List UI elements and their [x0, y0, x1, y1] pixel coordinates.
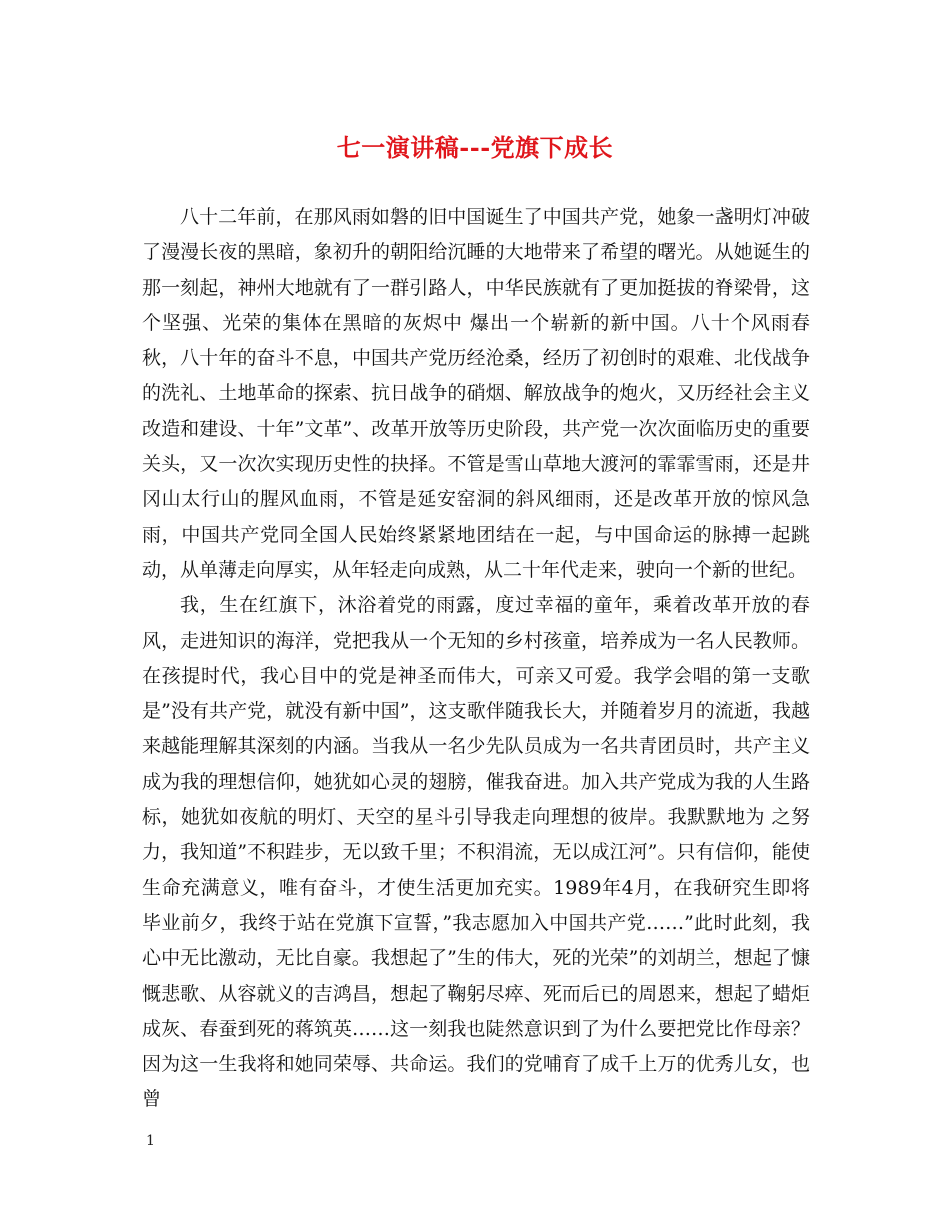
paragraph-2: 我，生在红旗下，沐浴着党的雨露，度过幸福的童年，乘着改革开放的春风，走进知识的海洋，党把我从一个无知的乡村孩童，培养成为一名人民教师。在孩提时代，我心目中的党是神圣而伟大，可亲又可爱。我学会唱的第一支歌是”没有共产党，就没有新中国”，这支歌伴随我长大，并随着岁月的流逝，我越来越能理解其深刻的内涵。当我从一名少先队员成为一名共青团员时，共产主义成为我的理想信仰，她犹如心灵的翅膀，催我奋进。加入共产党成为我的人生路标，她犹如夜航的明灯、天空的星斗引导我走向理想的彼岸。我默默地为 之努力，我知道”不积跬步，无以致千里；不积涓流，无以成江河”。只有信仰，能使生命充满意义，唯有奋斗，才使生活更加充实。1989年4月，在我研究生即将毕业前夕，我终于站在党旗下宣誓，”我志愿加入中国共产党……”此时此刻，我心中无比激动，无比自豪。我想起了”生的伟大，死的光荣”的刘胡兰，想起了慷慨悲歌、从容就义的吉鸿昌，想起了鞠躬尽瘁、死而后已的周恩来，想起了蜡炬成灰、春蚕到死的蒋筑英……这一刻我也陡然意识到了为什么要把党比作母亲？因为这一生我将和她同荣辱、共命运。我们的党哺育了成千上万的优秀儿女，也曾: [142, 594, 810, 1111]
paragraph-1: 八十二年前，在那风雨如磐的旧中国诞生了中国共产党，她象一盏明灯冲破了漫漫长夜的黑暗，象初升的朝阳给沉睡的大地带来了希望的曙光。从她诞生的那一刻起，神州大地就有了一群引路人，中华民族就有了更加挺拔的脊梁骨，这个坚强、光荣的集体在黑暗的灰烬中 爆出一个崭新的新中国。八十个风雨春秋，八十年的奋斗不息，中国共产党历经沧桑，经历了初创时的艰难、北伐战争的洗礼、土地革命的探索、抗日战争的硝烟、解放战争的炮火，又历经社会主义改造和建设、十年”文革”、改革开放等历史阶段，共产党一次次面临历史的重要关头，又一次次实现历史性的抉择。不管是雪山草地大渡河的霏霏雪雨，还是井冈山太行山的腥风血雨，不管是延安窑洞的斜风细雨，还是改革开放的惊风急雨，中国共产党同全国人民始终紧紧地团结在一起，与中国命运的脉搏一起跳动，从单薄走向厚实，从年轻走向成熟，从二十年代走来，驶向一个新的世纪。: [142, 206, 810, 581]
document-title: 七一演讲稿---党旗下成长: [336, 133, 614, 162]
document-body: [142, 200, 810, 1118]
page-number: 1: [146, 1133, 155, 1149]
